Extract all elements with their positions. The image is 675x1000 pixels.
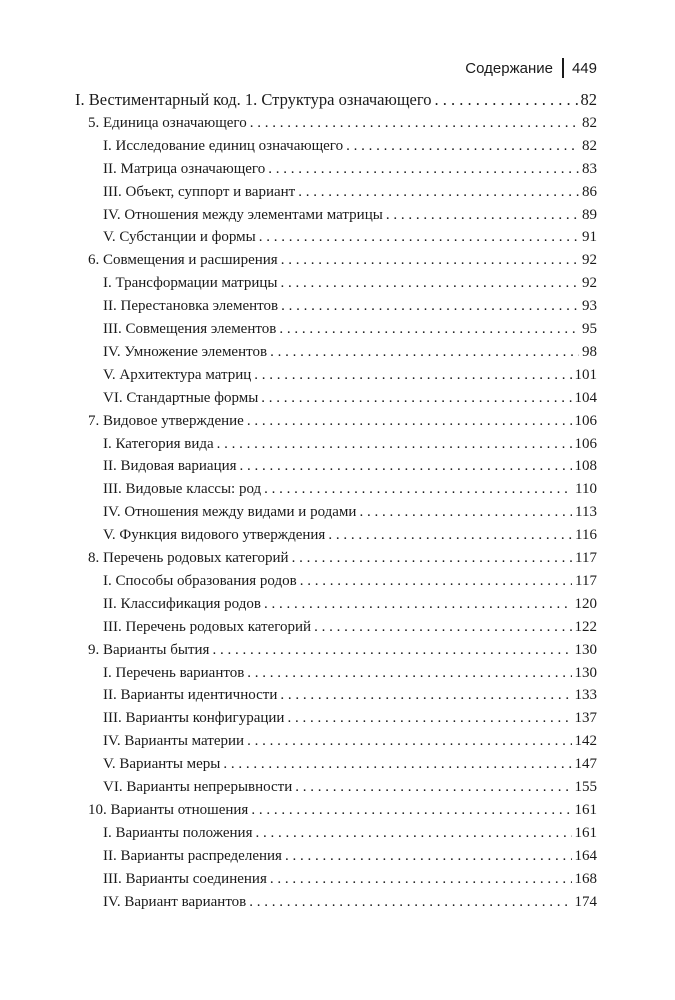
toc-entry <box>103 754 597 774</box>
toc-entry-page: 130 <box>574 664 597 681</box>
toc-entry-title: II. Варианты идентичности <box>103 687 278 704</box>
toc-entry <box>88 548 597 568</box>
running-header <box>465 58 597 78</box>
toc-entry-page: 122 <box>574 618 597 635</box>
toc-entry-title: V. Архитектура матриц <box>103 366 252 383</box>
toc-entry <box>103 708 597 728</box>
toc-entry <box>103 388 597 408</box>
toc-leader-dots <box>328 525 572 545</box>
toc-entry-title: III. Перечень родовых категорий <box>103 618 312 635</box>
toc-entry <box>103 571 597 591</box>
toc-leader-dots <box>259 227 579 247</box>
toc-entry <box>103 434 597 454</box>
toc-entry-title: 10. Варианты отношения <box>88 801 249 818</box>
toc-leader-dots <box>251 800 571 820</box>
toc-entry-page: 161 <box>574 801 597 818</box>
toc-entry <box>103 869 597 889</box>
toc-entry-page: 164 <box>574 847 597 864</box>
toc-entry-page: 137 <box>574 710 597 727</box>
toc-entry-title: III. Варианты конфигурации <box>103 710 285 727</box>
toc-entry-page: 82 <box>580 90 597 109</box>
toc-entry-page: 113 <box>575 504 597 521</box>
toc-entry-title: VI. Варианты непрерывности <box>103 779 293 795</box>
toc-entry-page: 106 <box>574 412 597 429</box>
toc-entry-title: I. Перечень вариантов <box>103 664 245 681</box>
toc-entry-title: V. Варианты меры <box>103 756 221 773</box>
toc-entry-title: II. Перестановка элементов <box>103 298 279 315</box>
toc-entry-page: 108 <box>574 458 597 475</box>
toc-leader-dots <box>281 273 579 293</box>
toc-entry-page: 95 <box>582 321 597 337</box>
toc-entry-page: 93 <box>582 298 597 315</box>
toc-entry-title: IV. Отношения между элементами матрицы <box>103 206 383 223</box>
toc-leader-dots <box>280 685 571 705</box>
toc-entry-title: IV. Варианты материи <box>103 733 245 750</box>
toc-entry <box>103 479 597 499</box>
toc-entry <box>88 800 597 820</box>
toc-entry-title: III. Совмещения элементов <box>103 321 277 337</box>
toc-entry <box>103 617 597 637</box>
toc-entry-page: 92 <box>582 275 597 292</box>
toc-entry-title: 5. Единица означающего <box>88 114 247 131</box>
toc-entry <box>103 319 597 339</box>
toc-entry-page: 106 <box>574 435 597 452</box>
toc-entry <box>88 411 597 431</box>
toc-entry-title: III. Варианты соединения <box>103 870 267 887</box>
toc-leader-dots <box>346 136 579 156</box>
toc-entry <box>103 525 597 545</box>
toc-entry-title: IV. Вариант вариантов <box>103 893 247 910</box>
toc-entry-title: I. Категория вида <box>103 435 214 452</box>
toc-leader-dots <box>261 388 571 408</box>
toc-entry <box>103 594 597 614</box>
toc-entry-page: 117 <box>575 572 597 589</box>
running-header-title: Содержание <box>465 59 553 77</box>
toc-leader-dots <box>281 296 579 316</box>
toc-entry <box>103 846 597 866</box>
toc-entry <box>103 159 597 179</box>
toc-entry <box>103 227 597 247</box>
toc-leader-dots <box>287 708 571 728</box>
toc-leader-dots <box>223 754 571 774</box>
toc-leader-dots <box>250 113 579 133</box>
toc-leader-dots <box>279 319 579 339</box>
toc-entry <box>103 182 597 202</box>
toc-entry-title: I. Вестиментарный код. 1. Структура означающего <box>75 90 432 109</box>
toc-entry <box>103 685 597 705</box>
toc-entry <box>103 731 597 751</box>
toc-leader-dots <box>359 502 572 522</box>
toc-entry-title: V. Субстанции и формы <box>103 229 256 246</box>
toc-entry-title: IV. Умножение элементов <box>103 343 268 360</box>
toc-entry-title: 7. Видовое утверждение <box>88 412 244 429</box>
toc-entry-page: 104 <box>574 389 597 406</box>
toc-entry <box>103 205 597 225</box>
toc-entry-page: 92 <box>582 252 597 269</box>
toc-entry <box>103 663 597 683</box>
toc-leader-dots <box>249 892 571 912</box>
toc-entry-title: II. Матрица означающего <box>103 160 266 177</box>
toc-entry-title: II. Видовая вариация <box>103 458 237 475</box>
toc-entry-title: II. Классификация родов <box>103 595 261 612</box>
toc-leader-dots <box>247 663 571 683</box>
toc-entry-title: 9. Варианты бытия <box>88 641 210 658</box>
toc-leader-dots <box>386 205 579 225</box>
toc-leader-dots <box>268 159 579 179</box>
toc-entry-page: 82 <box>582 137 597 154</box>
toc-leader-dots <box>281 250 579 270</box>
toc-leader-dots <box>264 479 572 499</box>
toc-leader-dots <box>247 731 571 751</box>
toc-leader-dots <box>292 548 572 568</box>
toc-leader-dots <box>298 182 579 202</box>
toc-entry <box>103 136 597 156</box>
toc-entry-page: 161 <box>574 824 597 841</box>
toc-entry-title: II. Варианты распределения <box>103 847 282 864</box>
toc-leader-dots <box>212 640 571 660</box>
toc-entry-page: 89 <box>582 206 597 223</box>
toc-leader-dots <box>255 823 571 843</box>
toc-leader-dots <box>314 617 571 637</box>
toc-entry-page: 101 <box>574 366 597 383</box>
toc-entry-title: 8. Перечень родовых категорий <box>88 550 289 566</box>
toc-entry-page: 86 <box>582 183 597 200</box>
toc-entry <box>88 113 597 133</box>
toc-leader-dots <box>270 342 579 362</box>
toc-entry-page: 82 <box>582 114 597 131</box>
toc-entry-page: 168 <box>574 870 597 887</box>
toc-entry <box>103 823 597 843</box>
toc-entry <box>103 342 597 362</box>
toc-entry <box>103 273 597 293</box>
toc-entry-page: 120 <box>574 595 597 612</box>
toc-entry-page: 155 <box>574 779 597 795</box>
toc-leader-dots <box>217 434 572 454</box>
toc-entry <box>103 365 597 385</box>
toc-entry-title: 6. Совмещения и расширения <box>88 252 278 269</box>
toc-entry-title: IV. Отношения между видами и родами <box>103 504 357 521</box>
toc-leader-dots <box>254 365 571 385</box>
header-separator <box>562 58 564 78</box>
toc-entry <box>103 892 597 912</box>
toc-leader-dots <box>295 777 571 797</box>
toc-entry-title: VI. Стандартные формы <box>103 389 259 406</box>
toc-entry-page: 174 <box>574 893 597 910</box>
toc-entry-page: 110 <box>575 481 597 498</box>
toc-entry-title: V. Функция видового утверждения <box>103 527 326 544</box>
toc-entry <box>103 777 597 797</box>
toc-entry-title: I. Способы образования родов <box>103 572 297 589</box>
toc-entry-page: 142 <box>574 733 597 750</box>
toc-entry-page: 98 <box>582 343 597 360</box>
toc-entry <box>88 640 597 660</box>
toc-entry <box>103 502 597 522</box>
toc-entry-page: 83 <box>582 160 597 177</box>
toc-entry-page: 91 <box>582 229 597 246</box>
toc-leader-dots <box>270 869 572 889</box>
toc-entry-title: I. Варианты положения <box>103 824 253 841</box>
toc-leader-dots <box>240 456 572 476</box>
toc-entry-page: 147 <box>574 756 597 773</box>
toc-entry-page: 116 <box>575 527 597 544</box>
toc-entry-page: 130 <box>574 641 597 658</box>
toc-entry-title: I. Трансформации матрицы <box>103 275 278 292</box>
toc-entry-page: 133 <box>574 687 597 704</box>
toc-leader-dots <box>300 571 572 591</box>
toc-entry-title: III. Объект, суппорт и вариант <box>103 183 296 200</box>
toc-entry-title: III. Видовые классы: род <box>103 481 262 498</box>
toc-leader-dots <box>434 90 577 110</box>
toc-entry <box>103 456 597 476</box>
toc-entry-page: 117 <box>575 550 597 566</box>
toc-entry <box>88 250 597 270</box>
toc-entry-title: I. Исследование единиц означающего <box>103 137 344 154</box>
toc-leader-dots <box>247 411 572 431</box>
toc-leader-dots <box>264 594 572 614</box>
toc-entry <box>103 296 597 316</box>
toc-entry <box>75 90 597 110</box>
running-header-page-number: 449 <box>571 59 597 77</box>
toc-leader-dots <box>285 846 572 866</box>
